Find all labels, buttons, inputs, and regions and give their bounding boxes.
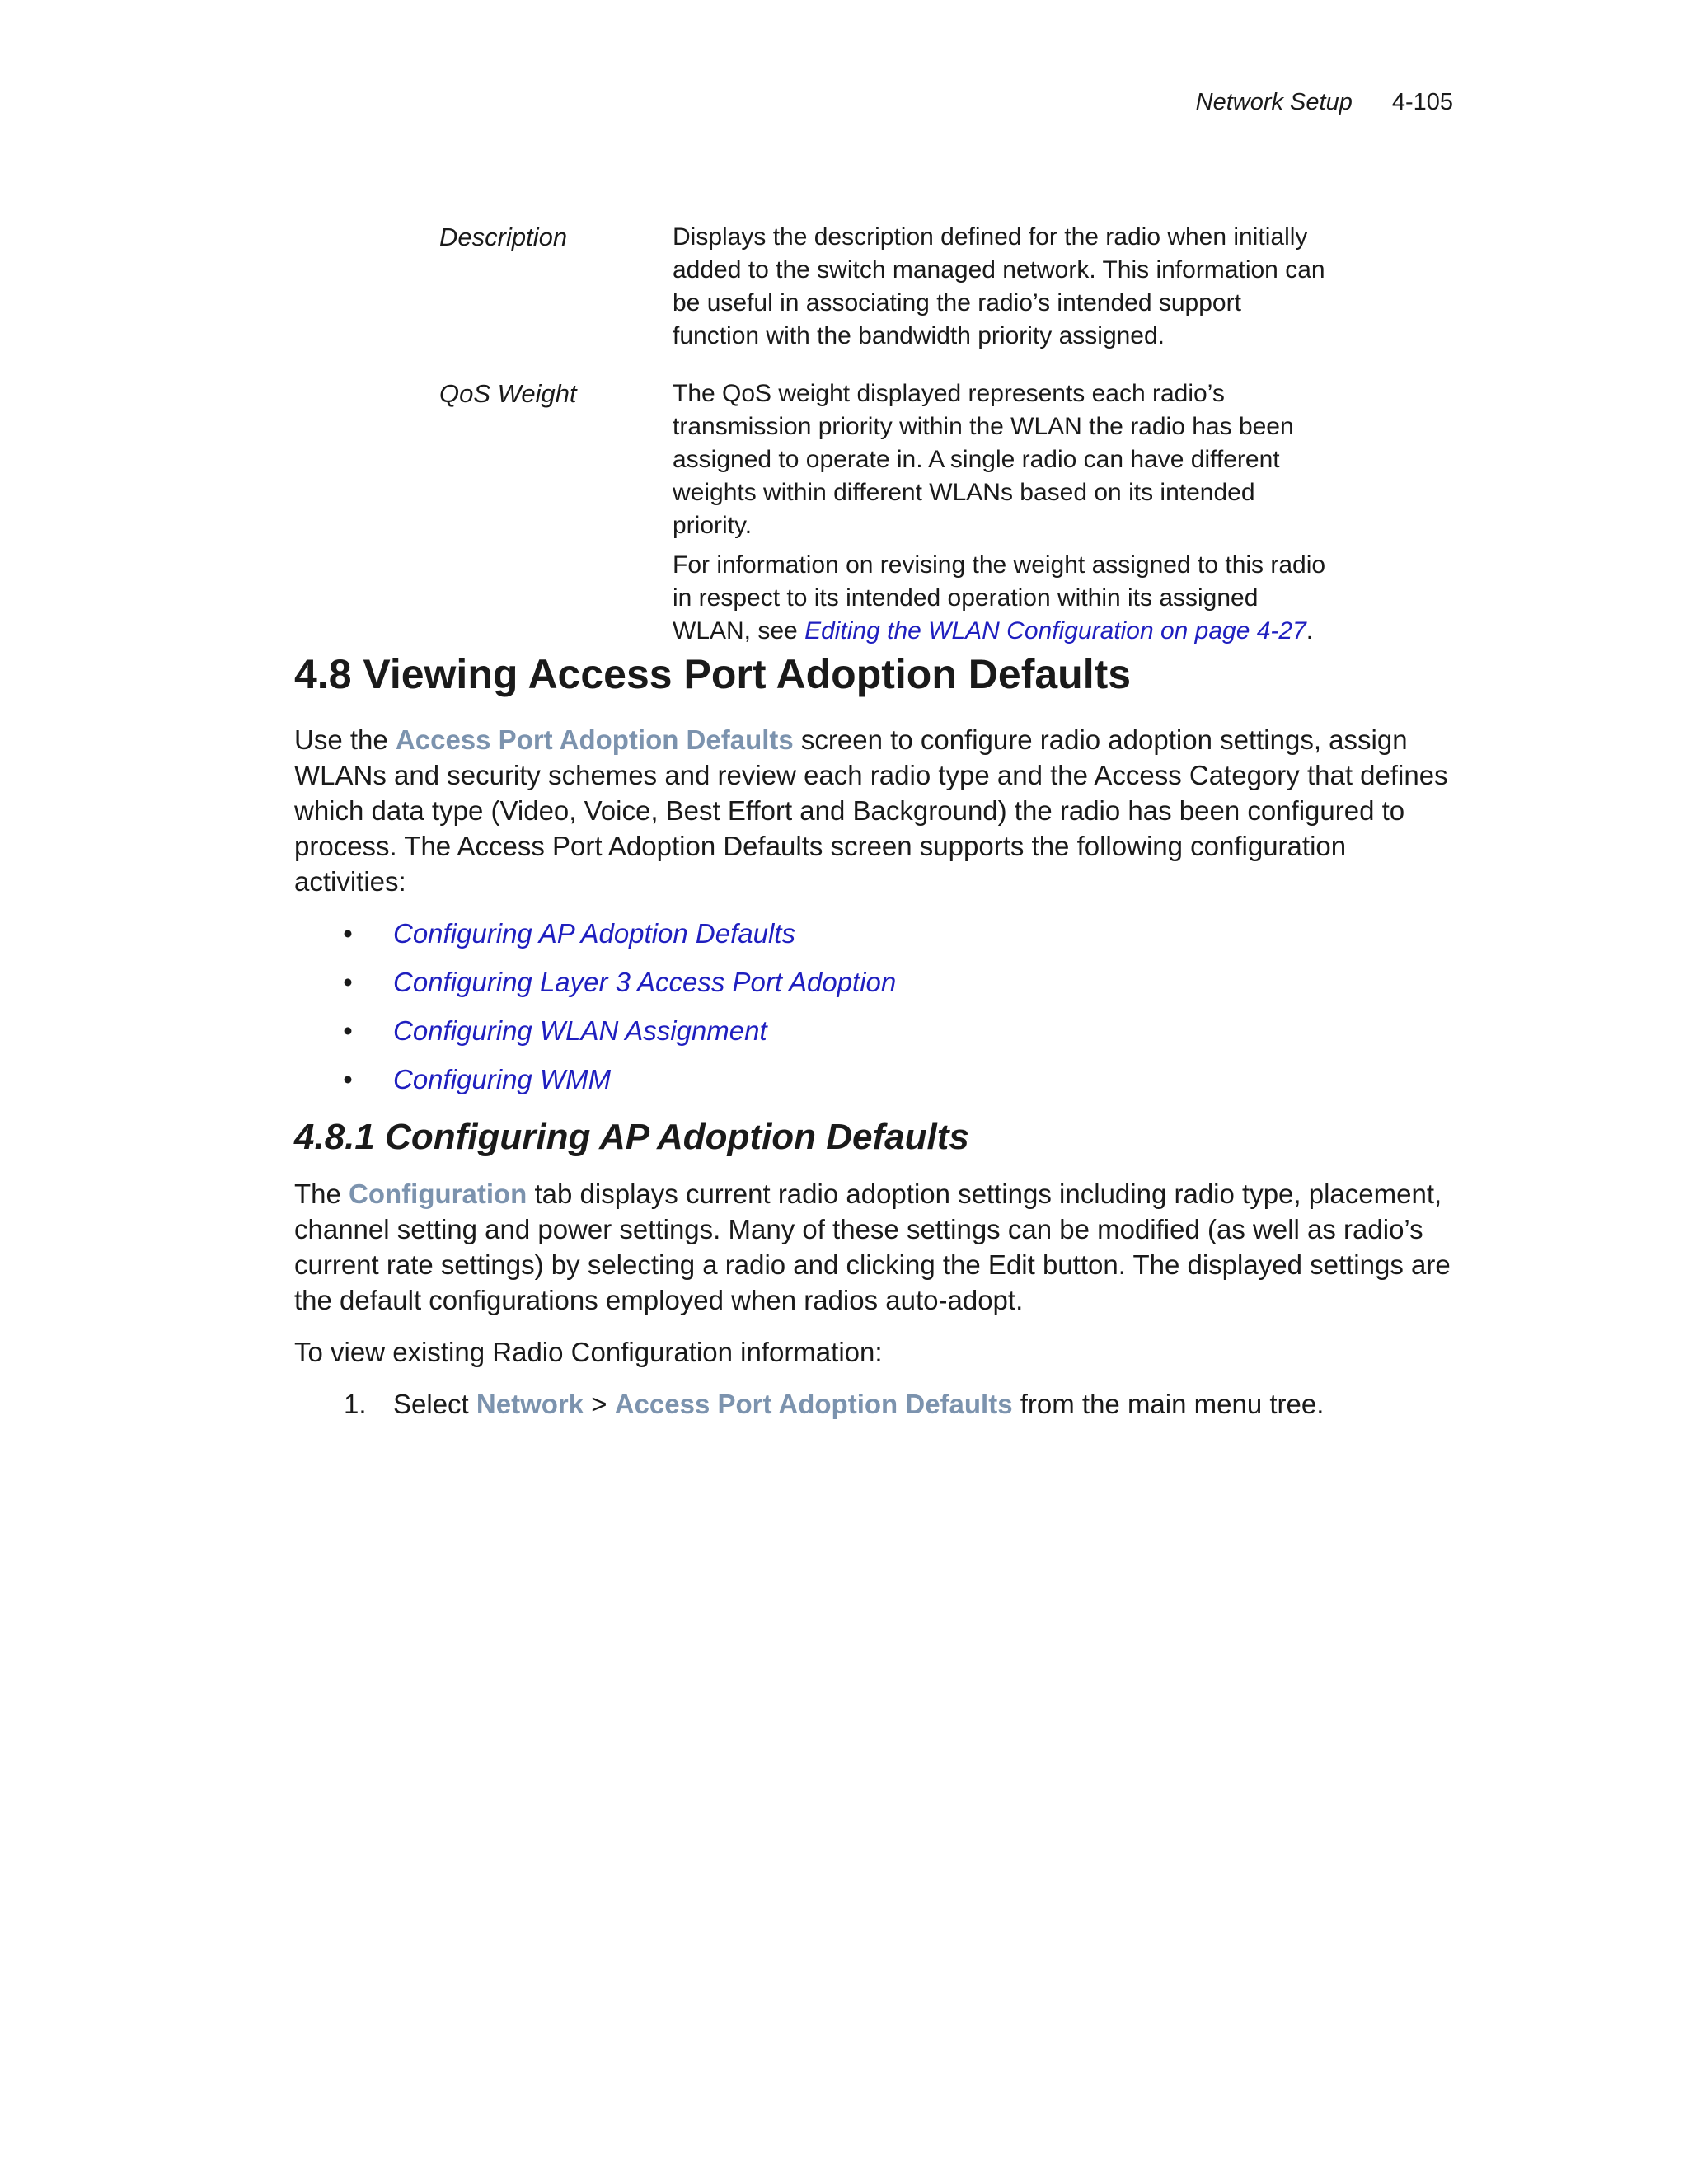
bullet: • — [343, 918, 353, 949]
procedure-steps — [294, 1386, 1465, 1422]
list-item — [294, 1062, 1465, 1097]
list-item — [294, 964, 1465, 1000]
ui-reference: Configuration — [349, 1179, 528, 1209]
paragraph-text: tab displays current radio adoption settings including radio type, placement, channel setting and power settings. Many of these settings can be modified (as well as radio’s current rate settings) by selecting a radio and clicking the Edit button. The displayed settings are the default configurations employed when radios auto-adopt. — [294, 1179, 1451, 1315]
definition-term: QoS Weight — [439, 379, 577, 408]
definition-row-description — [439, 221, 1346, 359]
note-suffix: . — [1306, 617, 1314, 644]
header-section-title: Network Setup — [1195, 89, 1353, 115]
ui-reference-access-port-adoption-defaults: Access Port Adoption Defaults — [614, 1389, 1013, 1419]
procedure-lead: To view existing Radio Configuration information: — [294, 1337, 883, 1367]
definition-text — [673, 221, 1332, 359]
link-configuring-layer3-access-port-adoption[interactable]: Configuring Layer 3 Access Port Adoption — [393, 967, 897, 997]
activity-link-list — [294, 916, 1465, 1097]
page-number: 4-105 — [1391, 89, 1453, 115]
step-number: 1. — [344, 1389, 367, 1419]
definition-row-qos-weight — [439, 377, 1346, 654]
definition-term: Description — [439, 223, 568, 251]
definition-paragraph: The QoS weight displayed represents each radio’s transmission priority within the WLAN the radio has been assigned to operate in. A single radio can have different weights within different WLANs based on its intended priority. — [673, 380, 1294, 539]
editing-wlan-configuration-link[interactable]: Editing the WLAN Configuration on page 4-27 — [804, 617, 1306, 644]
link-configuring-wmm[interactable]: Configuring WMM — [393, 1064, 612, 1094]
note-prefix: For information on revising the weight assigned to this radio in respect to its intended operation within its assigned WLAN, see — [673, 551, 1326, 644]
subsection-heading: 4.8.1 Configuring AP Adoption Defaults — [294, 1117, 969, 1157]
definition-paragraph: Displays the description defined for the radio when initially added to the switch managed network. This information can be useful in associating the radio’s intended support function with the bandwidth priority assigned. — [673, 223, 1325, 349]
ui-reference-network: Network — [476, 1389, 584, 1419]
bullet: • — [343, 1064, 353, 1094]
bullet: • — [343, 967, 353, 997]
definition-text — [673, 377, 1332, 654]
subsection-paragraph — [294, 1176, 1465, 1318]
bullet: • — [343, 1015, 353, 1046]
step-text-part: Select — [393, 1389, 476, 1419]
page-header — [1196, 89, 1453, 116]
paragraph-text: The — [294, 1179, 349, 1209]
intro-text: Use the — [294, 724, 396, 755]
step-text-part: from the main menu tree. — [1012, 1389, 1325, 1419]
definition-note — [673, 549, 1332, 648]
link-configuring-ap-adoption-defaults[interactable]: Configuring AP Adoption Defaults — [393, 918, 795, 949]
intro-text: screen to configure radio adoption settings, assign WLANs and security schemes and review each radio type and the Access Category that defines which data type (Video, Voice, Best Effort and Background) the radio has been configured to process. The Access Port Adoption Defaults screen supports the following configuration activities: — [294, 724, 1448, 897]
ui-reference: Access Port Adoption Defaults — [395, 724, 794, 755]
list-item — [294, 916, 1465, 951]
step-item — [294, 1386, 1465, 1422]
section-intro — [294, 722, 1465, 899]
main-content — [294, 649, 1465, 1422]
section-heading: 4.8 Viewing Access Port Adoption Defaults — [294, 651, 1132, 697]
definition-table — [439, 221, 1346, 673]
link-configuring-wlan-assignment[interactable]: Configuring WLAN Assignment — [393, 1015, 767, 1046]
list-item — [294, 1013, 1465, 1048]
menu-separator: > — [584, 1389, 615, 1419]
step-text — [393, 1386, 1324, 1422]
